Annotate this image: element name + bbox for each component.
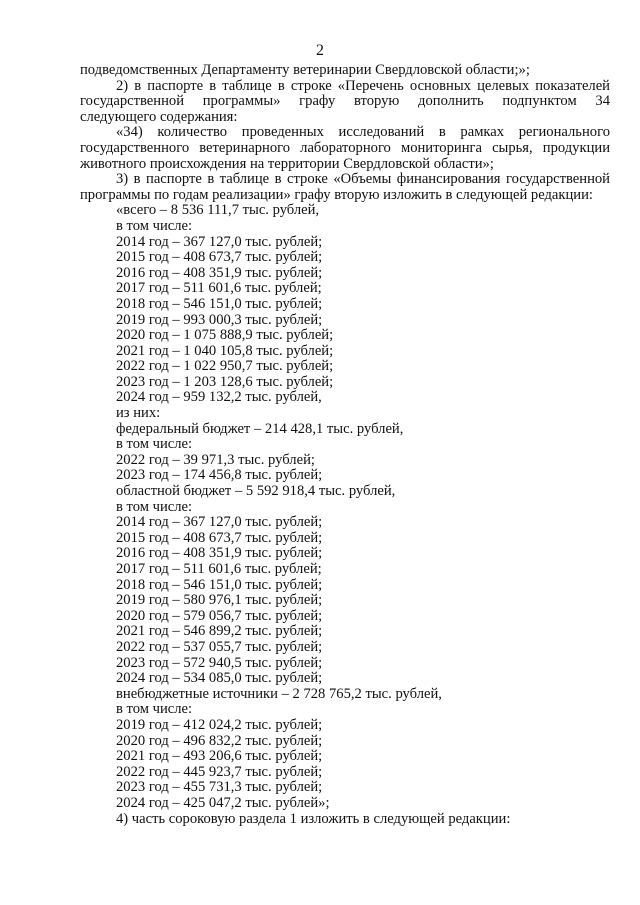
funding-line: 2018 год – 546 151,0 тыс. рублей; [116,576,323,593]
funding-line: 2017 год – 511 601,6 тыс. рублей; [116,561,322,577]
funding-line: в том числе: [116,701,193,718]
funding-line: 2016 год – 408 351,9 тыс. рублей; [116,264,323,281]
paragraph-subitem-34-line-2: государственного ветеринарного лабораторного мониторинга сырья, продукции [80,139,610,156]
funding-line: 2023 год – 1 203 128,6 тыс. рублей; [116,373,334,390]
paragraph-item-4: 4) часть сороковую раздела 1 изложить в следующей редакции: [116,810,511,827]
funding-line: 2022 год – 39 971,3 тыс. рублей; [116,451,315,468]
paragraph-item-3 [80,172,610,203]
funding-line: 2024 год – 534 085,0 тыс. рублей; [116,670,323,687]
funding-line: 2015 год – 408 673,7 тыс. рублей; [116,249,323,266]
paragraph-subitem-34 [80,125,610,172]
funding-line: в том числе: [116,217,193,234]
funding-line: областной бюджет – 5 592 918,4 тыс. рублей, [116,483,396,500]
paragraph-item-3-line-1: 3) в паспорте в таблице в строке «Объемы финансирования государственной [116,171,610,188]
paragraph-item-2-line-3: следующего содержания: [80,108,238,125]
paragraph-subitem-34-line-1: «34) количество проведенных исследований в рамках регионального [116,124,610,141]
funding-line: 2023 год – 455 731,3 тыс. рублей; [116,779,323,796]
funding-line: 2020 год – 1 075 888,9 тыс. рублей; [116,327,334,344]
funding-line: федеральный бюджет – 214 428,1 тыс. рублей, [116,420,404,437]
paragraph-subordinate-institutions: подведомственных Департаменту ветеринарии Свердловской области;»; [80,62,530,78]
funding-line: 2016 год – 408 351,9 тыс. рублей; [116,545,323,562]
paragraph-subitem-34-line-3: животного происхождения на территории Свердловской области»; [80,155,494,172]
funding-line: 2023 год – 174 456,8 тыс. рублей; [116,467,323,484]
funding-line: 2015 год – 408 673,7 тыс. рублей; [116,529,323,546]
funding-line: 2014 год – 367 127,0 тыс. рублей; [116,514,323,531]
paragraph-item-2 [80,79,610,126]
funding-volumes-list [80,203,610,811]
funding-line: 2023 год – 572 940,5 тыс. рублей; [116,654,323,671]
paragraph-item-2-line-2: государственной программы» графу вторую дополнить подпунктом 34 [80,93,610,110]
funding-line: 2021 год – 546 899,2 тыс. рублей; [116,623,323,640]
funding-line: в том числе: [116,498,193,515]
funding-line: 2024 год – 959 132,2 тыс. рублей, [116,389,322,406]
funding-line: 2021 год – 1 040 105,8 тыс. рублей; [116,342,334,359]
funding-line: в том числе: [116,436,193,453]
funding-line: 2024 год – 425 047,2 тыс. рублей»; [116,794,330,811]
funding-line: 2019 год – 580 976,1 тыс. рублей; [116,592,323,609]
funding-line: 2019 год – 412 024,2 тыс. рублей; [116,716,323,733]
paragraph-item-2-line-1: 2) в паспорте в таблице в строке «Перечень основных целевых показателей [116,77,610,94]
funding-line: 2022 год – 537 055,7 тыс. рублей; [116,638,323,655]
funding-line: 2022 год – 1 022 950,7 тыс. рублей; [116,358,334,375]
funding-line: «всего – 8 536 111,7 тыс. рублей, [116,202,320,219]
funding-line: 2020 год – 496 832,2 тыс. рублей; [116,732,323,749]
funding-line: 2022 год – 445 923,7 тыс. рублей; [116,763,323,780]
funding-line: 2014 год – 367 127,0 тыс. рублей; [116,233,323,250]
paragraph-item-3-line-2: программы по годам реализации» графу вторую изложить в следующей редакции: [80,186,593,203]
funding-line: 2017 год – 511 601,6 тыс. рублей; [116,280,322,297]
funding-line: 2018 год – 546 151,0 тыс. рублей; [116,295,323,312]
funding-line: 2021 год – 493 206,6 тыс. рублей; [116,748,323,765]
funding-line: 2020 год – 579 056,7 тыс. рублей; [116,607,323,624]
page-number: 2 [316,42,324,59]
funding-line: из них: [116,405,161,422]
document-body [80,63,610,827]
funding-line: внебюджетные источники – 2 728 765,2 тыс. рублей, [116,685,442,702]
funding-line: 2019 год – 993 000,3 тыс. рублей; [116,311,323,328]
